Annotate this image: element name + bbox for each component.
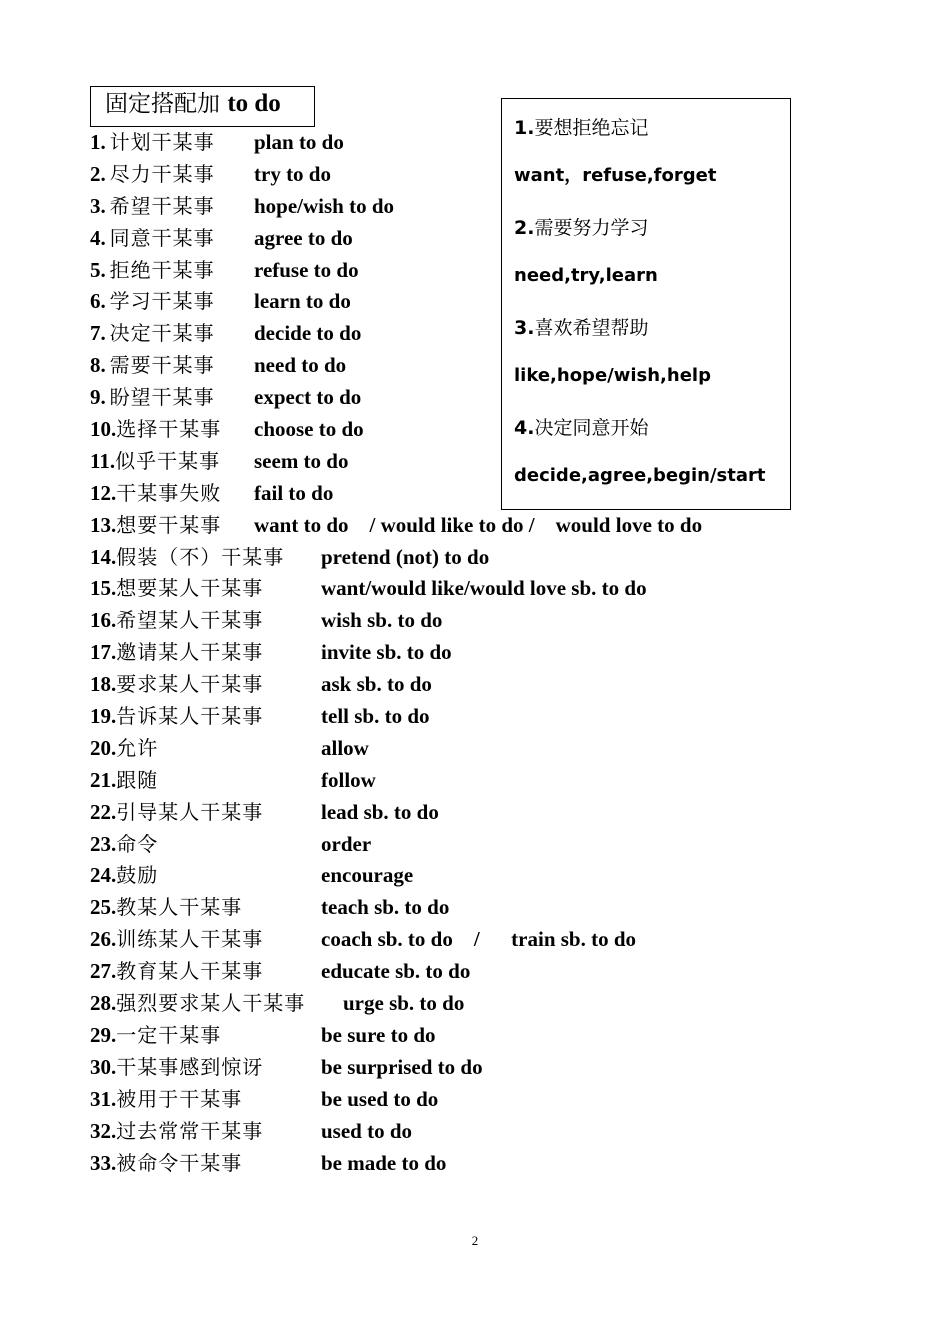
item-number: 33. [90, 1150, 117, 1175]
list-item [90, 605, 443, 637]
item-english: try to do [254, 161, 331, 186]
item-number: 19. [90, 704, 117, 729]
mnemonic-number: 2. [514, 217, 535, 239]
item-english: urge sb. to do [343, 991, 465, 1016]
mnemonic-number: 1. [514, 117, 535, 139]
item-english: follow [321, 767, 376, 792]
item-number: 30. [90, 1054, 117, 1079]
item-english: plan to do [254, 130, 344, 154]
list-item [90, 382, 362, 414]
page-number: 2 [471, 1233, 479, 1248]
mnemonic-group [514, 311, 790, 411]
item-chinese: 拒绝干某事 [109, 257, 215, 282]
item-english: used to do [321, 1118, 413, 1143]
item-number: 14. [90, 544, 117, 569]
item-english: be used to do [321, 1086, 439, 1111]
item-chinese: 教某人干某事 [116, 895, 243, 920]
item-chinese: 要求某人干某事 [116, 672, 264, 697]
mnemonic-heading-text: 要想拒绝忘记 [534, 117, 649, 139]
item-chinese: 想要干某事 [116, 512, 222, 537]
item-number: 1. [90, 130, 106, 154]
item-english: seem to do [254, 448, 349, 473]
list-item [90, 637, 452, 669]
mnemonic-box [501, 98, 791, 510]
list-item [90, 350, 347, 382]
item-chinese: 盼望干某事 [109, 385, 215, 410]
item-number: 10. [90, 417, 117, 442]
item-english: be sure to do [321, 1022, 436, 1047]
item-english: choose to do [254, 417, 364, 442]
item-chinese: 一定干某事 [116, 1022, 222, 1047]
item-english: refuse to do [254, 257, 359, 282]
list-item [90, 510, 703, 542]
item-chinese: 计划干某事 [109, 130, 215, 154]
list-item [90, 1052, 483, 1084]
item-english: order [321, 831, 372, 856]
mnemonic-number: 3. [514, 317, 535, 339]
item-number: 8. [90, 353, 106, 378]
list-item [90, 829, 372, 861]
list-item [90, 956, 471, 988]
mnemonic-group [514, 211, 790, 311]
item-number: 9. [90, 385, 106, 410]
item-chinese: 希望干某事 [109, 193, 215, 218]
mnemonic-heading-text: 喜欢希望帮助 [534, 317, 649, 339]
list-item [90, 797, 439, 829]
mnemonic-words: like,hope/wish,help [514, 365, 711, 386]
item-english: need to do [254, 353, 347, 378]
item-number: 2. [90, 161, 106, 186]
item-english: want/would like/would love sb. to do [321, 576, 647, 601]
item-chinese: 命令 [116, 831, 159, 856]
item-number: 21. [90, 767, 117, 792]
mnemonic-heading-text: 决定同意开始 [534, 417, 649, 439]
section-title-en: to do [227, 90, 281, 117]
item-english: want to do / would like to do / would love to do [254, 512, 703, 537]
list-item [90, 1020, 436, 1052]
item-number: 26. [90, 927, 117, 952]
mnemonic-heading-text: 需要努力学习 [534, 217, 649, 239]
mnemonic-number: 4. [514, 417, 535, 439]
item-chinese: 被命令干某事 [116, 1150, 243, 1175]
mnemonic-words: need,try,learn [514, 265, 658, 286]
list-item [90, 669, 432, 701]
item-number: 28. [90, 991, 117, 1016]
item-number: 20. [90, 735, 117, 760]
list-item [90, 286, 351, 318]
item-english: expect to do [254, 385, 362, 410]
item-number: 27. [90, 959, 117, 984]
list-item [90, 765, 376, 797]
list-item [90, 860, 414, 892]
item-number: 23. [90, 831, 117, 856]
mnemonic-group [514, 411, 790, 511]
list-item [90, 542, 490, 574]
list-item [90, 1116, 413, 1148]
item-chinese: 决定干某事 [109, 321, 215, 346]
item-english: be surprised to do [321, 1054, 483, 1079]
item-number: 31. [90, 1086, 117, 1111]
item-english: decide to do [254, 321, 362, 346]
item-chinese: 引导某人干某事 [116, 799, 264, 824]
item-english: hope/wish to do [254, 193, 395, 218]
list-item [90, 1148, 447, 1180]
item-english: ask sb. to do [321, 672, 432, 697]
list-item [90, 924, 637, 956]
list-item [90, 478, 334, 510]
item-number: 6. [90, 289, 106, 314]
item-english: allow [321, 735, 369, 760]
item-chinese: 告诉某人干某事 [116, 704, 264, 729]
item-chinese: 允许 [116, 735, 159, 760]
item-english: wish sb. to do [321, 608, 443, 633]
list-item [90, 223, 353, 255]
mnemonic-words: decide,agree,begin/start [514, 465, 766, 486]
list-item [90, 573, 647, 605]
list-item [90, 892, 450, 924]
item-chinese: 希望某人干某事 [116, 608, 264, 633]
item-chinese: 鼓励 [116, 863, 159, 888]
item-number: 5. [90, 257, 106, 282]
mnemonic-heading [514, 111, 790, 161]
item-number: 22. [90, 799, 117, 824]
item-chinese: 同意干某事 [109, 225, 215, 250]
mnemonic-heading [514, 411, 790, 461]
item-chinese: 被用于干某事 [116, 1086, 243, 1111]
mnemonic-words: want，refuse,forget [514, 165, 717, 186]
list-item [90, 255, 359, 287]
item-english: tell sb. to do [321, 704, 430, 729]
item-number: 11. [90, 448, 116, 473]
item-chinese: 似乎干某事 [115, 448, 221, 473]
mnemonic-group [514, 111, 790, 211]
item-chinese: 假装（不）干某事 [116, 544, 285, 569]
mnemonic-heading [514, 311, 790, 361]
item-english: pretend (not) to do [321, 544, 490, 569]
item-english: coach sb. to do / train sb. to do [321, 927, 637, 952]
item-english: educate sb. to do [321, 959, 471, 984]
list-item [90, 159, 331, 191]
list-item [90, 701, 430, 733]
item-chinese: 干某事感到惊讶 [116, 1054, 264, 1079]
item-chinese: 学习干某事 [109, 289, 215, 314]
item-english: fail to do [254, 480, 334, 505]
item-english: invite sb. to do [321, 640, 452, 665]
list-item [90, 414, 364, 446]
item-english: be made to do [321, 1150, 447, 1175]
item-chinese: 跟随 [116, 767, 159, 792]
section-title-cn: 固定搭配加 [105, 91, 220, 117]
list-item [90, 446, 349, 478]
list-item [90, 127, 344, 159]
item-number: 12. [90, 480, 117, 505]
list-item [90, 1084, 439, 1116]
item-chinese: 干某事失败 [116, 480, 222, 505]
section-title [90, 86, 315, 127]
item-chinese: 想要某人干某事 [116, 576, 264, 601]
item-number: 15. [90, 576, 117, 601]
item-chinese: 强烈要求某人干某事 [116, 991, 306, 1016]
item-number: 29. [90, 1022, 117, 1047]
mnemonic-heading [514, 211, 790, 261]
item-number: 25. [90, 895, 117, 920]
list-item [90, 318, 362, 350]
item-english: encourage [321, 863, 414, 888]
list-item [90, 988, 465, 1020]
item-number: 7. [90, 321, 106, 346]
item-chinese: 教育某人干某事 [116, 959, 264, 984]
item-english: lead sb. to do [321, 799, 439, 824]
item-number: 32. [90, 1118, 117, 1143]
item-chinese: 邀请某人干某事 [116, 640, 264, 665]
item-chinese: 过去常常干某事 [116, 1118, 264, 1143]
item-number: 3. [90, 193, 106, 218]
item-chinese: 尽力干某事 [109, 161, 215, 186]
item-number: 16. [90, 608, 117, 633]
item-number: 18. [90, 672, 117, 697]
item-number: 24. [90, 863, 117, 888]
item-chinese: 训练某人干某事 [116, 927, 264, 952]
list-item [90, 191, 395, 223]
list-item [90, 733, 369, 765]
item-number: 4. [90, 225, 106, 250]
item-number: 13. [90, 512, 117, 537]
item-english: teach sb. to do [321, 895, 450, 920]
item-english: learn to do [254, 289, 351, 314]
item-chinese: 需要干某事 [109, 353, 215, 378]
item-chinese: 选择干某事 [116, 417, 222, 442]
item-english: agree to do [254, 225, 353, 250]
item-number: 17. [90, 640, 117, 665]
